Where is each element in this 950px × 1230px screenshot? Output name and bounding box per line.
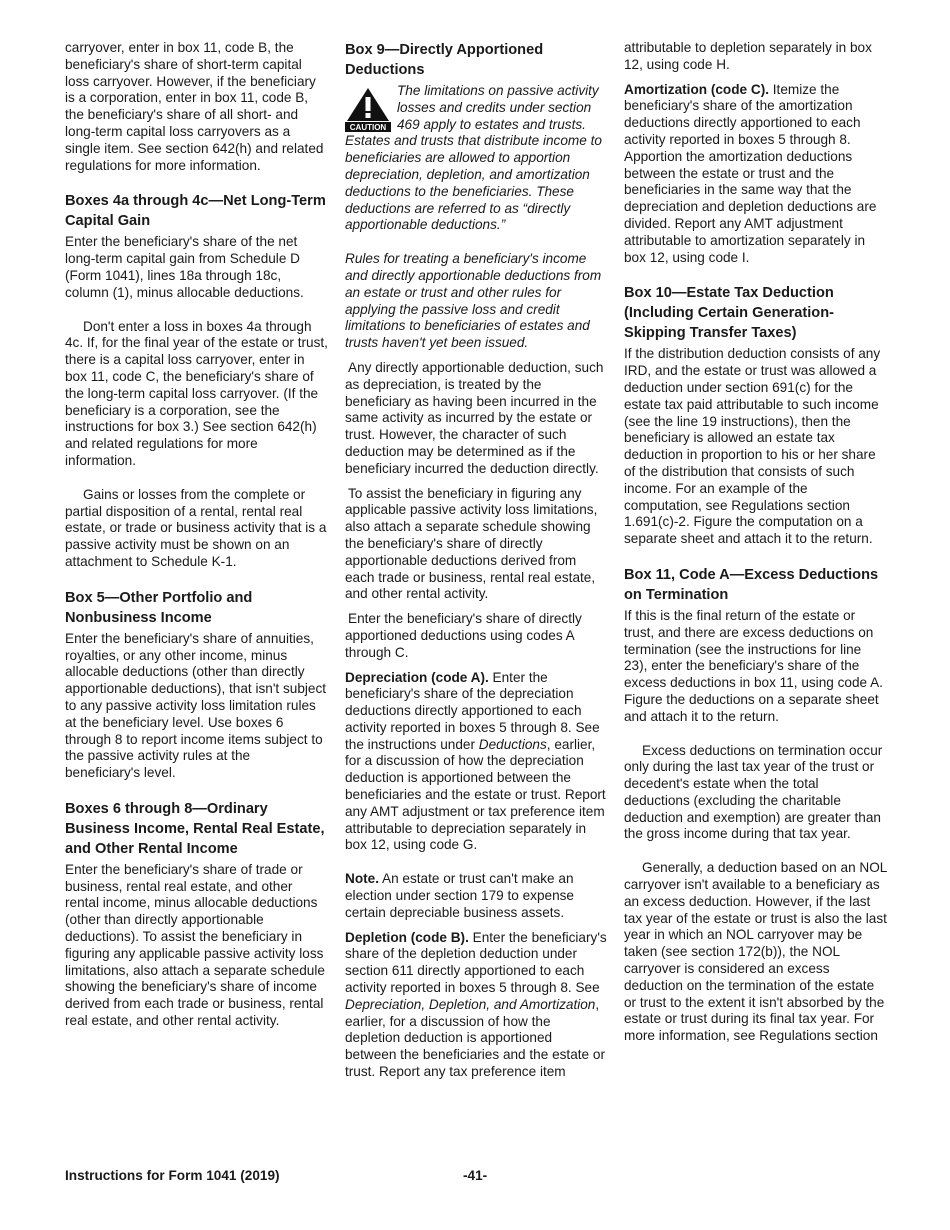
column-right — [624, 40, 888, 1053]
link-depreciation-depletion: Depreciation, Depletion, and Amortization — [345, 996, 596, 1012]
paragraph-depletion: Depletion (code B). Enter the beneficiary's share of the depletion deduction under section 611 directly apportioned to each activity reported in boxes 5 through 8. See Depreciation, Depletion, and Amortization, earlier, for a discussion of how the depletion deduction is apportioned between the beneficiaries and the estate or trust. Report any tax preference item — [345, 929, 607, 1080]
depreciation-heading: Depreciation (code A). — [345, 669, 489, 685]
paragraph-net-lt-capital-gain: Enter the beneficiary's share of the net long-term capital gain from Schedule D (Form 1041), lines 18a through 18c, column (1), minus allocable deductions. — [65, 234, 304, 300]
paragraph-nol-carryover: Generally, a deduction based on an NOL carryover isn't available to a beneficiary as an excess deduction. However, if the last tax year of the estate or trust is also the last year in which an NOL carryover may be taken (see section 172(b)), the NOL carryover is considered an excess deduction on the termination of the estate or trust to the extent it isn't absorbed by the estate or trust during its final tax year. For more information, see Regulations section — [624, 860, 887, 1044]
link-deductions: Deductions — [478, 736, 547, 752]
paragraph-no-loss: Don't enter a loss in boxes 4a through 4c. If, for the final year of the estate or trust, there is a capital loss carryover, enter in box 11, code C, the beneficiary's share of the long-term capital loss carryover. (If the beneficiary is a corporation, see the instructions for box 3.) See section 642(h) and related regulations for more information. — [65, 318, 328, 468]
caution-label: CAUTION — [349, 123, 387, 132]
heading-box-10: Box 10—Estate Tax Deduction (Including Certain Generation-Skipping Transfer Taxes) — [624, 285, 834, 342]
column-middle — [345, 40, 607, 1089]
amortization-heading: Amortization (code C). — [624, 81, 769, 97]
heading-box-9: Box 9—Directly Apportioned Deductions — [345, 42, 544, 78]
paragraph-note: Note. An estate or trust can't make an election under section 179 to expense certain depreciable business assets. — [345, 871, 574, 920]
heading-box-11: Box 11, Code A—Excess Deductions on Termination — [624, 566, 879, 603]
paragraph-excess-deductions: Excess deductions on termination occur only during the last tax year of the trust or decedent's estate when the total deductions (excluding the charitable deduction and exemption) are greater than the gross income during that tax year. — [624, 742, 883, 842]
paragraph-capital-loss-carryover: carryover, enter in box 11, code B, the beneficiary's share of short-term capital loss carryover. However, if the beneficiary is a corporation, enter in box 11, code B, the beneficiary's share of all short- and long-term capital loss carryovers as a single item. See section 642(h) and related regulations for more information. — [65, 40, 324, 173]
paragraph-rules-not-issued: Rules for treating a beneficiary's income and directly apportionable deductions from an estate or trust and other rules for applying the passive loss and credit limitations to beneficiaries of estates and trusts haven't yet been issued. — [345, 251, 602, 351]
heading-boxes-4a-4c: Boxes 4a through 4c—Net Long-Term Capital Gain — [65, 193, 326, 230]
footer-form-title: Instructions for Form 1041 (2019) — [65, 1168, 280, 1183]
column-left — [65, 40, 328, 1038]
paragraph-ordinary-income: Enter the beneficiary's share of trade or business, rental real estate, and other rental income, minus allocable deductions (other than directly apportionable deductions). To assist the beneficiary in figuring any applicable passive activity loss limitations, also attach a separate schedule showing the beneficiary's share of income derived from each trade or business, rental real estate, and other rental activity. — [65, 861, 325, 1029]
paragraph-depreciation: Depreciation (code A). Enter the beneficiary's share of the depreciation deductions directly apportioned to each activity reported in boxes 5 through 8. See the instructions under Deductions, earlier, for a discussion of how the depreciation deduction is apportioned between the beneficiaries and the estate or trust. Report any AMT adjustment or tax preference item attributable to depreciation separately in box 12, using code G. — [345, 669, 606, 853]
depletion-heading: Depletion (code B). — [345, 929, 469, 945]
paragraph-estate-tax: If the distribution deduction consists of any IRD, and the estate or trust was allowed a deduction under section 691(c) for the estate tax paid attributable to such income (see the line 19 instructions), then the beneficiary is allowed an estate tax deduction in proportion to his or her share of the distribution that consists of such income. For an example of the computation, see Regulations section 1.691(c)-2. Figure the computation on a separate sheet and attach it to the return. — [624, 346, 881, 547]
paragraph-gains-losses: Gains or losses from the complete or partial disposition of a rental, rental real estate, or trade or business activity that is a passive activity must be shown on an attachment to Schedule K-1. — [65, 486, 327, 569]
paragraph-assist-beneficiary: To assist the beneficiary in figuring any applicable passive activity loss limitations, also attach a separate schedule showing the beneficiary's share of directly apportionable deductions derived from each trade or business, rental real estate, and other rental activity. — [345, 485, 598, 602]
paragraph-depletion-cont: attributable to depletion separately in box 12, using code H. — [624, 40, 872, 72]
caution-icon — [345, 86, 391, 132]
paragraph-amortization: Amortization (code C). Itemize the beneficiary's share of the amortization deductions directly apportioned to each activity reported in boxes 5 through 8. Apportion the amortization deductions between the estate or trust and the beneficiaries in the same way that the depreciation and depletion deductions are divided. Report any AMT adjustment attributable to amortization separately in box 12, using code I. — [624, 81, 877, 265]
heading-boxes-6-8: Boxes 6 through 8—Ordinary Business Income, Rental Real Estate, and Other Rental Income — [65, 800, 325, 857]
paragraph-portfolio-income: Enter the beneficiary's share of annuities, royalties, or any other income, minus allocable deductions (other than directly apportionable deductions), that isn't subject to any passive activity loss limitation rules at the beneficiary level. Use boxes 6 through 8 to report income items subject to the passive activity rules at the beneficiary's level. — [65, 630, 327, 781]
heading-box-5: Box 5—Other Portfolio and Nonbusiness Income — [65, 589, 253, 626]
caution-block — [345, 83, 607, 251]
paragraph-codes-a-c: Enter the beneficiary's share of directly apportioned deductions using codes A through C. — [345, 611, 582, 660]
note-heading: Note. — [345, 871, 379, 887]
paragraph-final-return: If this is the final return of the estate or trust, and there are excess deductions on termination (see the instructions for line 23), enter the beneficiary's share of the excess deductions in box 11, using code A. Figure the deductions on a separate sheet and attach it to the return. — [624, 607, 883, 724]
paragraph-directly-apportionable: Any directly apportionable deduction, such as depreciation, is treated by the beneficiary as having been incurred in the same activity as incurred by the estate or trust. However, the character of such deduction may be determined as if the beneficiary incurred the deduction directly. — [345, 359, 604, 476]
page-number: -41- — [463, 1168, 488, 1183]
caution-text: The limitations on passive activity losses and credits under section 469 apply to estates and trusts. Estates and trusts that distribute income to beneficiaries are allowed to apportion depreciation, depletion, and amortization deductions to the beneficiaries. These deductions are referred to as “directly apportionable deductions.” — [345, 83, 602, 233]
